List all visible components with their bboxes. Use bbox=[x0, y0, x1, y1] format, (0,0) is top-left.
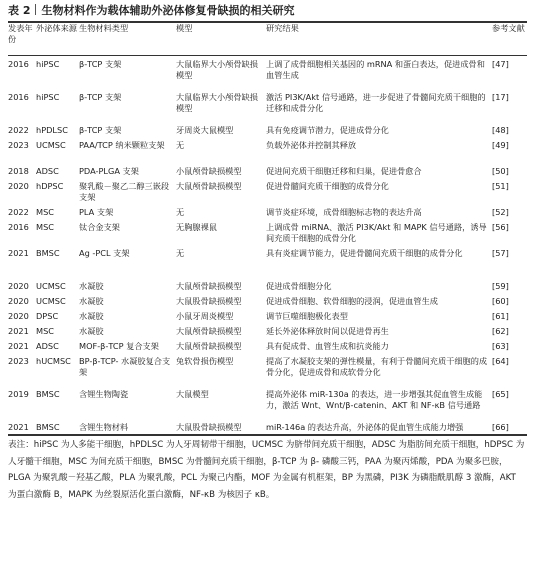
table-row bbox=[8, 311, 527, 326]
table-row bbox=[8, 207, 527, 222]
table-row bbox=[8, 222, 527, 248]
cell-model: 无胸腺裸鼠 bbox=[176, 222, 217, 232]
cell-result: 上调成骨 miRNA、激活 PI3K/Akt 和 MAPK 信号通路，诱导间充质干细胞的成骨分化 bbox=[266, 222, 487, 243]
cell-model: 无 bbox=[176, 140, 185, 150]
table-row bbox=[8, 59, 527, 92]
header-result: 研究结果 bbox=[266, 23, 299, 33]
table-caption bbox=[8, 4, 528, 18]
cell-result: 激活 PI3K/Akt 信号通路，进一步促进了骨髓间充质干细胞的迁移和成骨分化 bbox=[266, 92, 486, 113]
cell-result: 具有促成骨、血管生成和抗炎能力 bbox=[266, 341, 389, 351]
table-number: 表 2 bbox=[8, 4, 31, 17]
cell-ref: [51] bbox=[492, 181, 509, 191]
table-row bbox=[8, 356, 527, 389]
cell-year: 2023 bbox=[8, 140, 29, 150]
cell-year: 2021 bbox=[8, 326, 29, 336]
cell-result: 负载外泌体并控制其释放 bbox=[266, 140, 357, 150]
cell-model: 大鼠临界大小颅骨缺损模型 bbox=[176, 59, 258, 80]
cell-year: 2021 bbox=[8, 422, 29, 432]
cell-year: 2022 bbox=[8, 125, 29, 135]
cell-source: ADSC bbox=[36, 341, 59, 351]
cell-model: 大鼠颅骨缺损模型 bbox=[176, 181, 242, 191]
caption-divider bbox=[35, 4, 36, 15]
table-row bbox=[8, 92, 527, 125]
cell-ref: [50] bbox=[492, 166, 509, 176]
cell-model: 大鼠颅骨缺损模型 bbox=[176, 326, 242, 336]
cell-material: β-TCP 支架 bbox=[79, 59, 122, 69]
cell-source: hiPSC bbox=[36, 59, 60, 69]
table-notes: 表注：hiPSC 为人多能干细胞，hPDLSC 为人牙周韧带干细胞，UCMSC 为脐带间充质干细胞，ADSC 为脂肪间充质干细胞，hDPSC 为人牙髓干细胞，MSC 为间充质干细胞，BMSC 为骨髓间充质干细胞，β-TCP 为 β- 磷酸三钙，PAA 为聚丙烯酸，PDA 为聚多巴胺，PLGA 为聚乳酸－羟基乙酸，PLA 为聚乳酸，PCL 为聚己内酯，MOF 为金属有机框架，BP 为黑磷，PI3K 为磷脂酰肌醇 3 激酶，AKT 为蛋白激酶 B，MAPK 为丝裂原活化蛋白激酶，NF-κB 为核因子 κB。 bbox=[8, 440, 525, 500]
cell-source: hiPSC bbox=[36, 92, 60, 102]
cell-result: 提高了水凝胶支架的弹性模量，有利于骨髓间充质干细胞的成骨分化，促进成骨和成软骨分化 bbox=[266, 356, 488, 377]
table-row bbox=[8, 125, 527, 140]
cell-material: β-TCP 支架 bbox=[79, 125, 122, 135]
cell-result: 调节巨噬细胞极化表型 bbox=[266, 311, 348, 321]
cell-material: PDA-PLGA 支架 bbox=[79, 166, 139, 176]
cell-year: 2019 bbox=[8, 389, 29, 399]
cell-model: 无 bbox=[176, 207, 185, 217]
cell-ref: [63] bbox=[492, 341, 509, 351]
cell-year: 2023 bbox=[8, 356, 29, 366]
table-row bbox=[8, 296, 527, 311]
cell-source: UCMSC bbox=[36, 140, 66, 150]
cell-result: 促进间充质干细胞迁移和归巢，促进骨愈合 bbox=[266, 166, 422, 176]
cell-source: UCMSC bbox=[36, 296, 66, 306]
cell-source: BMSC bbox=[36, 422, 60, 432]
cell-year: 2020 bbox=[8, 311, 29, 321]
cell-model: 大鼠模型 bbox=[176, 389, 209, 399]
cell-ref: [61] bbox=[492, 311, 509, 321]
header-material: 生物材料类型 bbox=[79, 23, 129, 33]
cell-ref: [59] bbox=[492, 281, 509, 291]
table-row bbox=[8, 166, 527, 181]
table-row bbox=[8, 248, 527, 281]
cell-source: MSC bbox=[36, 222, 54, 232]
table-row bbox=[8, 281, 527, 296]
table-row bbox=[8, 341, 527, 356]
table-title: 生物材料作为载体辅助外泌体修复骨缺损的相关研究 bbox=[41, 4, 295, 17]
cell-model: 大鼠股骨缺损模型 bbox=[176, 422, 242, 432]
cell-year: 2020 bbox=[8, 181, 29, 191]
cell-source: BMSC bbox=[36, 389, 60, 399]
header-row bbox=[8, 23, 527, 55]
cell-year: 2016 bbox=[8, 59, 29, 69]
cell-result: 促进成骨细胞分化 bbox=[266, 281, 332, 291]
cell-year: 2016 bbox=[8, 222, 29, 232]
cell-model: 大鼠临界大小颅骨缺损模型 bbox=[176, 92, 258, 113]
cell-result: 上调了成骨细胞相关基因的 mRNA 和蛋白表达，促进成骨和血管生成 bbox=[266, 59, 485, 80]
cell-material: Ag -PCL 支架 bbox=[79, 248, 130, 258]
cell-year: 2016 bbox=[8, 92, 29, 102]
cell-result: 延长外泌体释放时间以促进骨再生 bbox=[266, 326, 389, 336]
cell-model: 无 bbox=[176, 248, 185, 258]
cell-result: 具有免疫调节潜力，促进成骨分化 bbox=[266, 125, 389, 135]
table-header bbox=[8, 23, 527, 55]
cell-year: 2020 bbox=[8, 296, 29, 306]
cell-source: MSC bbox=[36, 326, 54, 336]
cell-result: 促进成骨细胞、软骨细胞的浸润，促进血管生成 bbox=[266, 296, 438, 306]
cell-source: ADSC bbox=[36, 166, 59, 176]
cell-ref: [65] bbox=[492, 389, 509, 399]
cell-year: 2020 bbox=[8, 281, 29, 291]
cell-model: 大鼠颅骨缺损模型 bbox=[176, 341, 242, 351]
cell-material: 含锂生物陶瓷 bbox=[79, 389, 129, 399]
cell-result: 促进骨髓间充质干细胞的成骨分化 bbox=[266, 181, 389, 191]
header-model: 模型 bbox=[176, 23, 193, 33]
cell-material: 水凝胶 bbox=[79, 311, 104, 321]
cell-ref: [62] bbox=[492, 326, 509, 336]
cell-ref: [64] bbox=[492, 356, 509, 366]
cell-material: 聚乳酸－聚乙二醇三嵌段支架 bbox=[79, 181, 170, 202]
cell-material: 水凝胶 bbox=[79, 296, 104, 306]
cell-source: BMSC bbox=[36, 248, 60, 258]
cell-material: 钛合金支架 bbox=[79, 222, 120, 232]
cell-material: 水凝胶 bbox=[79, 326, 104, 336]
cell-source: hUCMSC bbox=[36, 356, 71, 366]
cell-ref: [48] bbox=[492, 125, 509, 135]
cell-material: BP-β-TCP- 水凝胶复合支架 bbox=[79, 356, 171, 377]
cell-material: PAA/TCP 纳米颗粒支架 bbox=[79, 140, 165, 150]
table-row bbox=[8, 140, 527, 166]
table-row bbox=[8, 326, 527, 341]
cell-result: 具有炎症调节能力，促进骨髓间充质干细胞的成骨分化 bbox=[266, 248, 463, 258]
cell-result: 提高外泌体 miR-130a 的表达，进一步增强其促血管生成能力，激活 Wnt、Wnt/β-catenin、AKT 和 NF-κB 信号通路 bbox=[266, 389, 483, 410]
cell-source: hDPSC bbox=[36, 181, 64, 191]
cell-model: 兔软骨损伤模型 bbox=[176, 356, 234, 366]
cell-source: UCMSC bbox=[36, 281, 66, 291]
cell-ref: [17] bbox=[492, 92, 509, 102]
cell-source: hPDLSC bbox=[36, 125, 68, 135]
cell-ref: [66] bbox=[492, 422, 509, 432]
cell-ref: [49] bbox=[492, 140, 509, 150]
header-ref: 参考文献 bbox=[492, 23, 525, 33]
cell-year: 2021 bbox=[8, 248, 29, 258]
cell-material: PLA 支架 bbox=[79, 207, 114, 217]
cell-ref: [56] bbox=[492, 222, 509, 232]
cell-ref: [52] bbox=[492, 207, 509, 217]
cell-model: 小鼠牙周炎模型 bbox=[176, 311, 234, 321]
cell-ref: [60] bbox=[492, 296, 509, 306]
cell-material: β-TCP 支架 bbox=[79, 92, 122, 102]
cell-ref: [47] bbox=[492, 59, 509, 69]
cell-result: 调节炎症环境，成骨细胞标志物的表达升高 bbox=[266, 207, 422, 217]
cell-model: 牙周炎大鼠模型 bbox=[176, 125, 234, 135]
cell-source: MSC bbox=[36, 207, 54, 217]
cell-material: 水凝胶 bbox=[79, 281, 104, 291]
cell-source: DPSC bbox=[36, 311, 59, 321]
cell-material: MOF-β-TCP 复合支架 bbox=[79, 341, 159, 351]
table-row bbox=[8, 389, 527, 422]
table-body bbox=[8, 59, 527, 448]
cell-model: 大鼠股骨缺损模型 bbox=[176, 296, 242, 306]
header-year: 发表年份 bbox=[8, 23, 33, 44]
header-rule bbox=[8, 55, 527, 56]
header-source: 外泌体来源 bbox=[36, 23, 77, 33]
cell-year: 2022 bbox=[8, 207, 29, 217]
bottom-rule bbox=[8, 434, 527, 436]
cell-model: 小鼠颅骨缺损模型 bbox=[176, 166, 242, 176]
cell-result: miR-146a 的表达升高，外泌体的促血管生成能力增强 bbox=[266, 422, 464, 432]
cell-year: 2018 bbox=[8, 166, 29, 176]
cell-year: 2021 bbox=[8, 341, 29, 351]
cell-model: 大鼠颅骨缺损模型 bbox=[176, 281, 242, 291]
cell-material: 含锂生物材料 bbox=[79, 422, 129, 432]
cell-ref: [57] bbox=[492, 248, 509, 258]
table-row bbox=[8, 181, 527, 207]
